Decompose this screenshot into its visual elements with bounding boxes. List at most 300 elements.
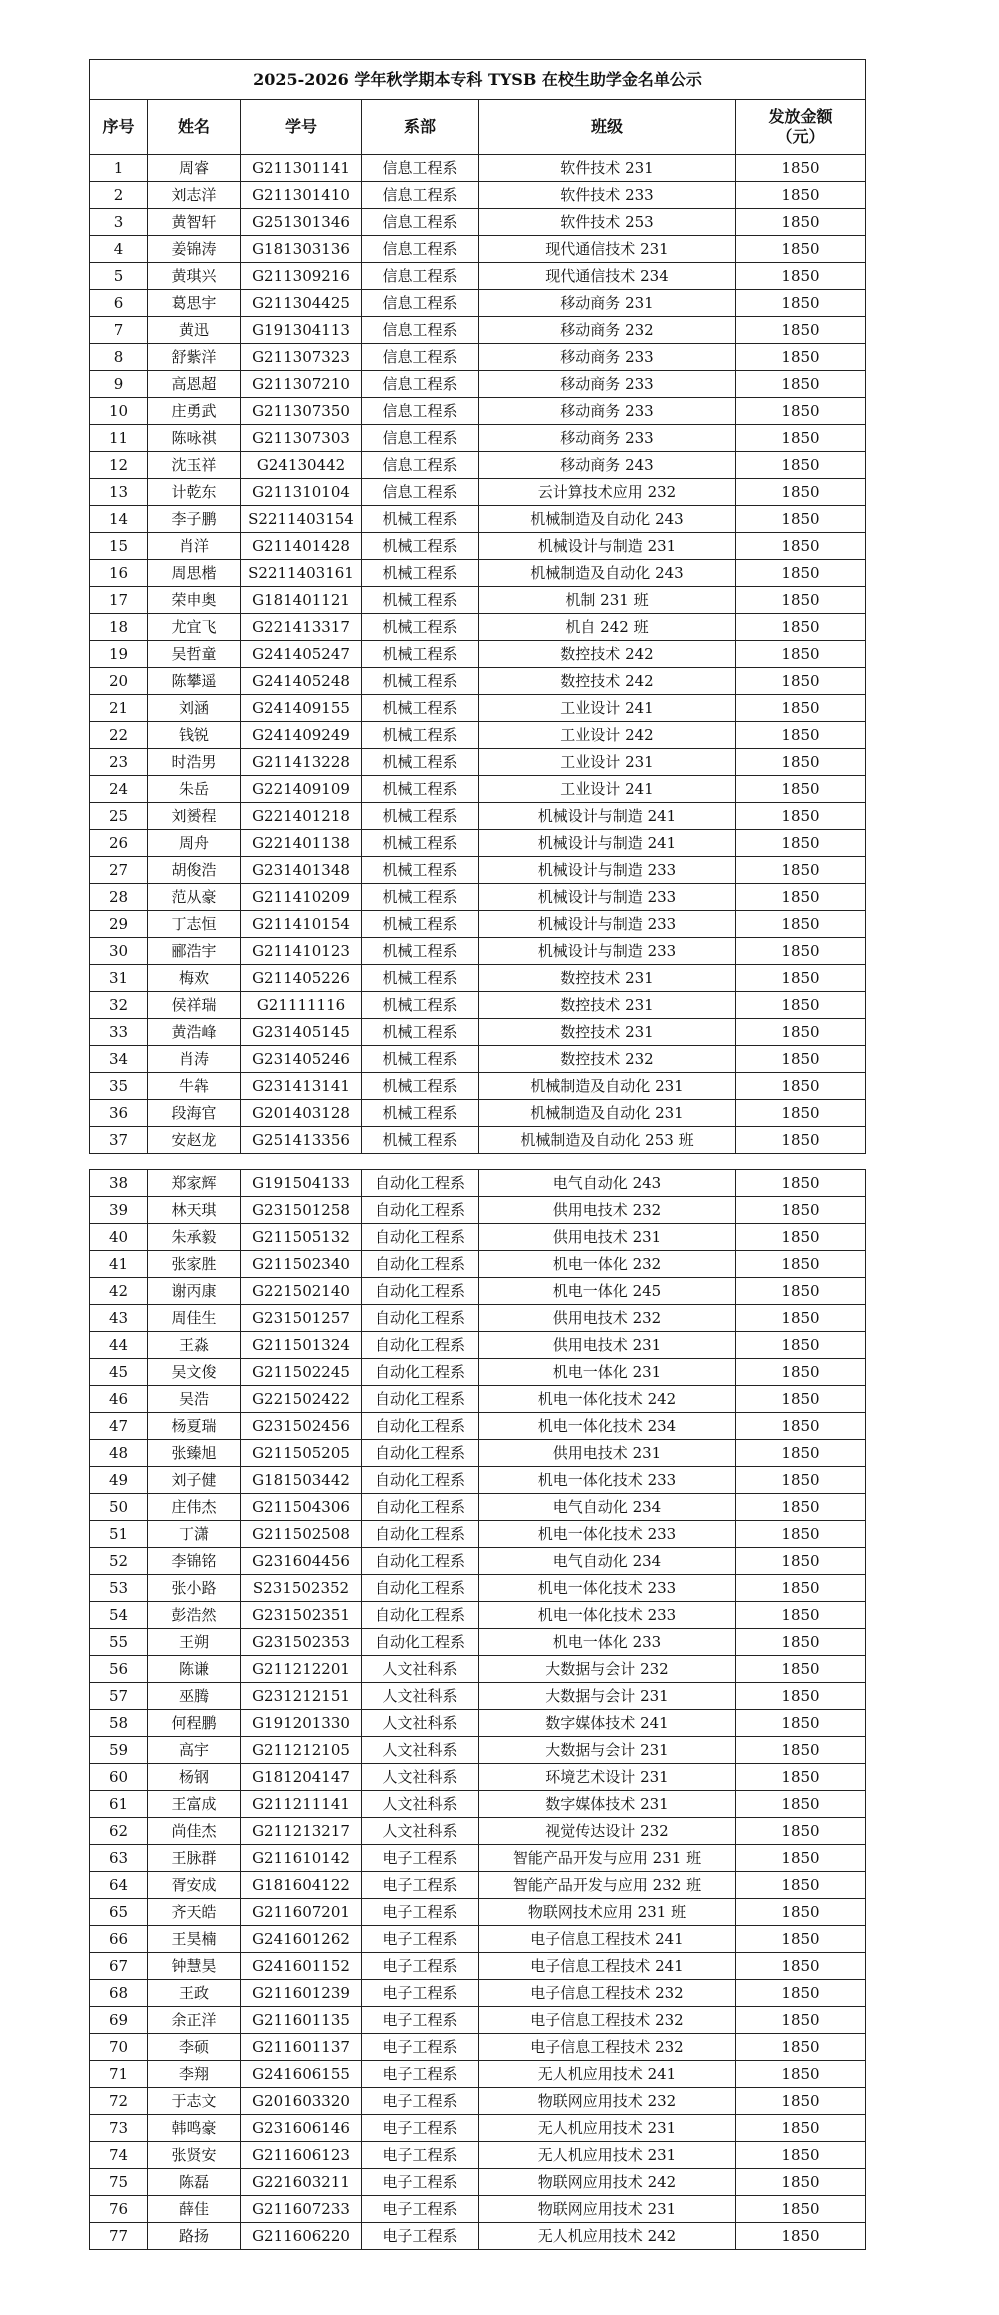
cell-department: 自动化工程系 <box>362 1197 479 1224</box>
cell-name: 刘子健 <box>148 1467 241 1494</box>
cell-no: 5 <box>90 263 148 290</box>
scholarship-table-part2 <box>89 1169 866 2250</box>
cell-class: 工业设计 231 <box>479 749 736 776</box>
cell-no: 32 <box>90 992 148 1019</box>
table-row <box>90 2223 866 2250</box>
cell-no: 7 <box>90 317 148 344</box>
cell-name: 郦浩宇 <box>148 938 241 965</box>
cell-no: 55 <box>90 1629 148 1656</box>
table-row <box>90 398 866 425</box>
cell-department: 信息工程系 <box>362 263 479 290</box>
cell-amount: 1850 <box>736 722 866 749</box>
cell-amount: 1850 <box>736 1656 866 1683</box>
cell-amount: 1850 <box>736 1197 866 1224</box>
cell-name: 王富成 <box>148 1791 241 1818</box>
cell-department: 信息工程系 <box>362 344 479 371</box>
table-row <box>90 1926 866 1953</box>
cell-department: 自动化工程系 <box>362 1332 479 1359</box>
table-row <box>90 317 866 344</box>
cell-class: 电气自动化 234 <box>479 1548 736 1575</box>
cell-no: 10 <box>90 398 148 425</box>
table-row <box>90 1278 866 1305</box>
cell-student-id: G211301141 <box>241 155 362 182</box>
cell-amount: 1850 <box>736 1100 866 1127</box>
cell-amount: 1850 <box>736 587 866 614</box>
cell-department: 人文社科系 <box>362 1737 479 1764</box>
table-row <box>90 2169 866 2196</box>
cell-class: 无人机应用技术 242 <box>479 2223 736 2250</box>
cell-class: 电子信息工程技术 232 <box>479 2034 736 2061</box>
cell-department: 电子工程系 <box>362 2196 479 2223</box>
cell-name: 王淼 <box>148 1332 241 1359</box>
cell-student-id: G211502245 <box>241 1359 362 1386</box>
cell-no: 24 <box>90 776 148 803</box>
cell-class: 软件技术 231 <box>479 155 736 182</box>
cell-class: 物联网应用技术 242 <box>479 2169 736 2196</box>
cell-name: 庄伟杰 <box>148 1494 241 1521</box>
cell-no: 39 <box>90 1197 148 1224</box>
cell-amount: 1850 <box>736 668 866 695</box>
cell-student-id: G241409249 <box>241 722 362 749</box>
cell-department: 自动化工程系 <box>362 1575 479 1602</box>
cell-student-id: G221603211 <box>241 2169 362 2196</box>
cell-department: 信息工程系 <box>362 209 479 236</box>
cell-class: 现代通信技术 234 <box>479 263 736 290</box>
cell-amount: 1850 <box>736 2142 866 2169</box>
cell-amount: 1850 <box>736 1046 866 1073</box>
cell-amount: 1850 <box>736 533 866 560</box>
cell-class: 软件技术 253 <box>479 209 736 236</box>
cell-no: 29 <box>90 911 148 938</box>
cell-name: 侯祥瑞 <box>148 992 241 1019</box>
cell-no: 33 <box>90 1019 148 1046</box>
table-row <box>90 1953 866 1980</box>
cell-student-id: G201403128 <box>241 1100 362 1127</box>
cell-no: 4 <box>90 236 148 263</box>
cell-student-id: G211410123 <box>241 938 362 965</box>
cell-student-id: G211212105 <box>241 1737 362 1764</box>
cell-department: 自动化工程系 <box>362 1548 479 1575</box>
cell-amount: 1850 <box>736 425 866 452</box>
cell-no: 12 <box>90 452 148 479</box>
cell-department: 自动化工程系 <box>362 1251 479 1278</box>
cell-name: 李子鹏 <box>148 506 241 533</box>
cell-amount: 1850 <box>736 1278 866 1305</box>
cell-student-id: G211502340 <box>241 1251 362 1278</box>
cell-class: 物联网技术应用 231 班 <box>479 1899 736 1926</box>
cell-no: 69 <box>90 2007 148 2034</box>
header-amount-label: 发放金额 <box>768 107 833 126</box>
table-row <box>90 344 866 371</box>
cell-student-id: G211504306 <box>241 1494 362 1521</box>
cell-name: 李硕 <box>148 2034 241 2061</box>
cell-class: 供用电技术 232 <box>479 1305 736 1332</box>
cell-no: 66 <box>90 1926 148 1953</box>
cell-department: 机械工程系 <box>362 749 479 776</box>
cell-no: 42 <box>90 1278 148 1305</box>
table-row <box>90 884 866 911</box>
cell-name: 薛佳 <box>148 2196 241 2223</box>
cell-name: 胥安成 <box>148 1872 241 1899</box>
cell-class: 物联网应用技术 231 <box>479 2196 736 2223</box>
cell-student-id: G211413228 <box>241 749 362 776</box>
cell-student-id: G191504133 <box>241 1170 362 1197</box>
cell-student-id: G211606123 <box>241 2142 362 2169</box>
cell-no: 40 <box>90 1224 148 1251</box>
cell-class: 机电一体化 233 <box>479 1629 736 1656</box>
cell-name: 黄浩峰 <box>148 1019 241 1046</box>
cell-department: 电子工程系 <box>362 2115 479 2142</box>
cell-no: 30 <box>90 938 148 965</box>
cell-class: 供用电技术 231 <box>479 1224 736 1251</box>
cell-department: 自动化工程系 <box>362 1521 479 1548</box>
cell-no: 61 <box>90 1791 148 1818</box>
cell-student-id: G241601262 <box>241 1926 362 1953</box>
table-row <box>90 641 866 668</box>
cell-class: 移动商务 233 <box>479 371 736 398</box>
scholarship-table-part1 <box>89 59 866 1154</box>
cell-no: 70 <box>90 2034 148 2061</box>
cell-department: 自动化工程系 <box>362 1305 479 1332</box>
cell-department: 机械工程系 <box>362 938 479 965</box>
table-row <box>90 290 866 317</box>
cell-amount: 1850 <box>736 1521 866 1548</box>
cell-student-id: G211405226 <box>241 965 362 992</box>
cell-student-id: G211211141 <box>241 1791 362 1818</box>
table-row <box>90 1019 866 1046</box>
cell-name: 彭浩然 <box>148 1602 241 1629</box>
table-row <box>90 1575 866 1602</box>
table-row <box>90 1602 866 1629</box>
cell-name: 张臻旭 <box>148 1440 241 1467</box>
cell-class: 移动商务 231 <box>479 290 736 317</box>
cell-name: 黄智轩 <box>148 209 241 236</box>
cell-student-id: G221401218 <box>241 803 362 830</box>
cell-department: 信息工程系 <box>362 398 479 425</box>
cell-amount: 1850 <box>736 263 866 290</box>
cell-department: 自动化工程系 <box>362 1278 479 1305</box>
table-row <box>90 1170 866 1197</box>
cell-student-id: G231501258 <box>241 1197 362 1224</box>
cell-class: 移动商务 233 <box>479 398 736 425</box>
table-row <box>90 1251 866 1278</box>
cell-amount: 1850 <box>736 209 866 236</box>
cell-no: 35 <box>90 1073 148 1100</box>
cell-department: 信息工程系 <box>362 452 479 479</box>
cell-no: 19 <box>90 641 148 668</box>
table-row <box>90 695 866 722</box>
cell-student-id: G211304425 <box>241 290 362 317</box>
cell-no: 36 <box>90 1100 148 1127</box>
cell-name: 庄勇武 <box>148 398 241 425</box>
cell-no: 52 <box>90 1548 148 1575</box>
cell-student-id: G211309216 <box>241 263 362 290</box>
cell-class: 机电一体化 232 <box>479 1251 736 1278</box>
cell-name: 周舟 <box>148 830 241 857</box>
table-row <box>90 2115 866 2142</box>
cell-department: 机械工程系 <box>362 668 479 695</box>
table-row <box>90 1224 866 1251</box>
cell-student-id: G241601152 <box>241 1953 362 1980</box>
cell-amount: 1850 <box>736 1629 866 1656</box>
cell-class: 云计算技术应用 232 <box>479 479 736 506</box>
cell-name: 肖洋 <box>148 533 241 560</box>
cell-student-id: G211410209 <box>241 884 362 911</box>
cell-no: 57 <box>90 1683 148 1710</box>
cell-department: 人文社科系 <box>362 1818 479 1845</box>
cell-department: 电子工程系 <box>362 1845 479 1872</box>
cell-student-id: G211310104 <box>241 479 362 506</box>
cell-student-id: G231405246 <box>241 1046 362 1073</box>
cell-amount: 1850 <box>736 1386 866 1413</box>
cell-department: 自动化工程系 <box>362 1359 479 1386</box>
cell-department: 机械工程系 <box>362 641 479 668</box>
cell-amount: 1850 <box>736 1710 866 1737</box>
cell-department: 机械工程系 <box>362 560 479 587</box>
cell-department: 电子工程系 <box>362 2142 479 2169</box>
cell-name: 陈咏祺 <box>148 425 241 452</box>
cell-student-id: G231401348 <box>241 857 362 884</box>
cell-class: 电气自动化 234 <box>479 1494 736 1521</box>
cell-name: 张贤安 <box>148 2142 241 2169</box>
cell-student-id: G211212201 <box>241 1656 362 1683</box>
cell-no: 46 <box>90 1386 148 1413</box>
cell-amount: 1850 <box>736 1127 866 1154</box>
cell-department: 人文社科系 <box>362 1710 479 1737</box>
cell-amount: 1850 <box>736 1980 866 2007</box>
cell-amount: 1850 <box>736 992 866 1019</box>
cell-department: 机械工程系 <box>362 614 479 641</box>
cell-department: 电子工程系 <box>362 2007 479 2034</box>
cell-class: 机械设计与制造 233 <box>479 911 736 938</box>
cell-name: 朱承毅 <box>148 1224 241 1251</box>
table-row <box>90 1197 866 1224</box>
cell-no: 47 <box>90 1413 148 1440</box>
cell-class: 数控技术 242 <box>479 668 736 695</box>
cell-amount: 1850 <box>736 884 866 911</box>
table-row <box>90 803 866 830</box>
header-student-id: 学号 <box>241 100 362 155</box>
table-row <box>90 1764 866 1791</box>
cell-student-id: G211307350 <box>241 398 362 425</box>
table-row <box>90 1046 866 1073</box>
cell-department: 信息工程系 <box>362 425 479 452</box>
cell-amount: 1850 <box>736 2196 866 2223</box>
cell-department: 电子工程系 <box>362 2034 479 2061</box>
cell-name: 高恩超 <box>148 371 241 398</box>
cell-amount: 1850 <box>736 1872 866 1899</box>
cell-class: 机电一体化技术 242 <box>479 1386 736 1413</box>
cell-no: 3 <box>90 209 148 236</box>
cell-name: 李锦铭 <box>148 1548 241 1575</box>
cell-department: 机械工程系 <box>362 965 479 992</box>
cell-no: 31 <box>90 965 148 992</box>
cell-no: 28 <box>90 884 148 911</box>
cell-class: 机电一体化技术 233 <box>479 1602 736 1629</box>
cell-department: 自动化工程系 <box>362 1170 479 1197</box>
cell-class: 物联网应用技术 232 <box>479 2088 736 2115</box>
cell-student-id: S231502352 <box>241 1575 362 1602</box>
cell-name: 张家胜 <box>148 1251 241 1278</box>
cell-amount: 1850 <box>736 452 866 479</box>
cell-student-id: G211607233 <box>241 2196 362 2223</box>
cell-amount: 1850 <box>736 965 866 992</box>
cell-department: 机械工程系 <box>362 776 479 803</box>
cell-student-id: G231606146 <box>241 2115 362 2142</box>
cell-class: 供用电技术 231 <box>479 1332 736 1359</box>
cell-name: 路扬 <box>148 2223 241 2250</box>
cell-name: 刘赟程 <box>148 803 241 830</box>
cell-class: 数控技术 231 <box>479 992 736 1019</box>
cell-amount: 1850 <box>736 803 866 830</box>
cell-name: 谢丙康 <box>148 1278 241 1305</box>
cell-amount: 1850 <box>736 1926 866 1953</box>
cell-name: 刘志洋 <box>148 182 241 209</box>
cell-no: 74 <box>90 2142 148 2169</box>
table-row <box>90 182 866 209</box>
cell-department: 信息工程系 <box>362 479 479 506</box>
header-amount-unit: （元） <box>776 127 825 146</box>
cell-department: 机械工程系 <box>362 992 479 1019</box>
cell-department: 自动化工程系 <box>362 1629 479 1656</box>
cell-class: 移动商务 232 <box>479 317 736 344</box>
cell-amount: 1850 <box>736 1170 866 1197</box>
cell-class: 大数据与会计 231 <box>479 1737 736 1764</box>
cell-name: 韩鸣豪 <box>148 2115 241 2142</box>
cell-amount: 1850 <box>736 695 866 722</box>
table-row <box>90 1710 866 1737</box>
cell-name: 姜锦涛 <box>148 236 241 263</box>
table-row <box>90 2007 866 2034</box>
cell-no: 72 <box>90 2088 148 2115</box>
cell-name: 巫腾 <box>148 1683 241 1710</box>
cell-department: 自动化工程系 <box>362 1602 479 1629</box>
cell-amount: 1850 <box>736 1073 866 1100</box>
cell-name: 段海官 <box>148 1100 241 1127</box>
cell-amount: 1850 <box>736 911 866 938</box>
cell-student-id: G211505132 <box>241 1224 362 1251</box>
cell-class: 电子信息工程技术 232 <box>479 1980 736 2007</box>
cell-department: 机械工程系 <box>362 533 479 560</box>
cell-department: 机械工程系 <box>362 1073 479 1100</box>
cell-amount: 1850 <box>736 1467 866 1494</box>
cell-class: 电子信息工程技术 241 <box>479 1926 736 1953</box>
cell-amount: 1850 <box>736 344 866 371</box>
cell-name: 周思楷 <box>148 560 241 587</box>
table-row <box>90 857 866 884</box>
cell-department: 自动化工程系 <box>362 1440 479 1467</box>
cell-class: 数字媒体技术 241 <box>479 1710 736 1737</box>
table-row <box>90 425 866 452</box>
cell-department: 电子工程系 <box>362 1953 479 1980</box>
cell-department: 信息工程系 <box>362 290 479 317</box>
cell-no: 38 <box>90 1170 148 1197</box>
cell-name: 郑家辉 <box>148 1170 241 1197</box>
cell-amount: 1850 <box>736 1548 866 1575</box>
cell-student-id: G241405248 <box>241 668 362 695</box>
cell-class: 工业设计 241 <box>479 695 736 722</box>
cell-class: 机电一体化 231 <box>479 1359 736 1386</box>
cell-amount: 1850 <box>736 155 866 182</box>
cell-student-id: G211307303 <box>241 425 362 452</box>
cell-amount: 1850 <box>736 371 866 398</box>
table-row <box>90 1656 866 1683</box>
cell-class: 无人机应用技术 231 <box>479 2142 736 2169</box>
cell-class: 移动商务 243 <box>479 452 736 479</box>
cell-student-id: G241409155 <box>241 695 362 722</box>
cell-student-id: G221409109 <box>241 776 362 803</box>
header-row <box>90 100 866 155</box>
table-row <box>90 2061 866 2088</box>
cell-name: 王昊楠 <box>148 1926 241 1953</box>
cell-amount: 1850 <box>736 560 866 587</box>
table-row <box>90 1332 866 1359</box>
cell-student-id: G251301346 <box>241 209 362 236</box>
cell-department: 人文社科系 <box>362 1683 479 1710</box>
cell-student-id: G221413317 <box>241 614 362 641</box>
cell-class: 视觉传达设计 232 <box>479 1818 736 1845</box>
cell-name: 王朔 <box>148 1629 241 1656</box>
cell-student-id: G191304113 <box>241 317 362 344</box>
table-row <box>90 1845 866 1872</box>
table-row <box>90 2196 866 2223</box>
cell-class: 机械设计与制造 241 <box>479 803 736 830</box>
cell-no: 20 <box>90 668 148 695</box>
cell-department: 电子工程系 <box>362 2169 479 2196</box>
cell-no: 65 <box>90 1899 148 1926</box>
cell-department: 人文社科系 <box>362 1764 479 1791</box>
page-title: 2025-2026 学年秋学期本专科 TYSB 在校生助学金名单公示 <box>90 60 866 100</box>
title-row <box>90 60 866 100</box>
cell-class: 电子信息工程技术 241 <box>479 1953 736 1980</box>
cell-department: 电子工程系 <box>362 1980 479 2007</box>
table-row <box>90 1683 866 1710</box>
cell-name: 陈磊 <box>148 2169 241 2196</box>
cell-class: 数控技术 231 <box>479 965 736 992</box>
cell-name: 梅欢 <box>148 965 241 992</box>
cell-department: 机械工程系 <box>362 830 479 857</box>
table-row <box>90 1899 866 1926</box>
cell-student-id: G181503442 <box>241 1467 362 1494</box>
cell-no: 51 <box>90 1521 148 1548</box>
cell-student-id: G211410154 <box>241 911 362 938</box>
cell-department: 机械工程系 <box>362 722 479 749</box>
cell-name: 肖涛 <box>148 1046 241 1073</box>
table-row <box>90 722 866 749</box>
table-row <box>90 2088 866 2115</box>
cell-no: 25 <box>90 803 148 830</box>
cell-class: 机械设计与制造 231 <box>479 533 736 560</box>
cell-student-id: G241405247 <box>241 641 362 668</box>
cell-amount: 1850 <box>736 641 866 668</box>
table-row <box>90 236 866 263</box>
cell-class: 机械制造及自动化 231 <box>479 1073 736 1100</box>
cell-class: 机电一体化技术 233 <box>479 1521 736 1548</box>
cell-class: 机电一体化技术 233 <box>479 1575 736 1602</box>
table-row <box>90 1737 866 1764</box>
table-row <box>90 1386 866 1413</box>
cell-name: 牛犇 <box>148 1073 241 1100</box>
cell-student-id: G211610142 <box>241 1845 362 1872</box>
table-row <box>90 830 866 857</box>
cell-no: 9 <box>90 371 148 398</box>
table-row <box>90 587 866 614</box>
cell-no: 59 <box>90 1737 148 1764</box>
cell-class: 机电一体化技术 234 <box>479 1413 736 1440</box>
cell-amount: 1850 <box>736 938 866 965</box>
table-row <box>90 1413 866 1440</box>
table-row <box>90 263 866 290</box>
